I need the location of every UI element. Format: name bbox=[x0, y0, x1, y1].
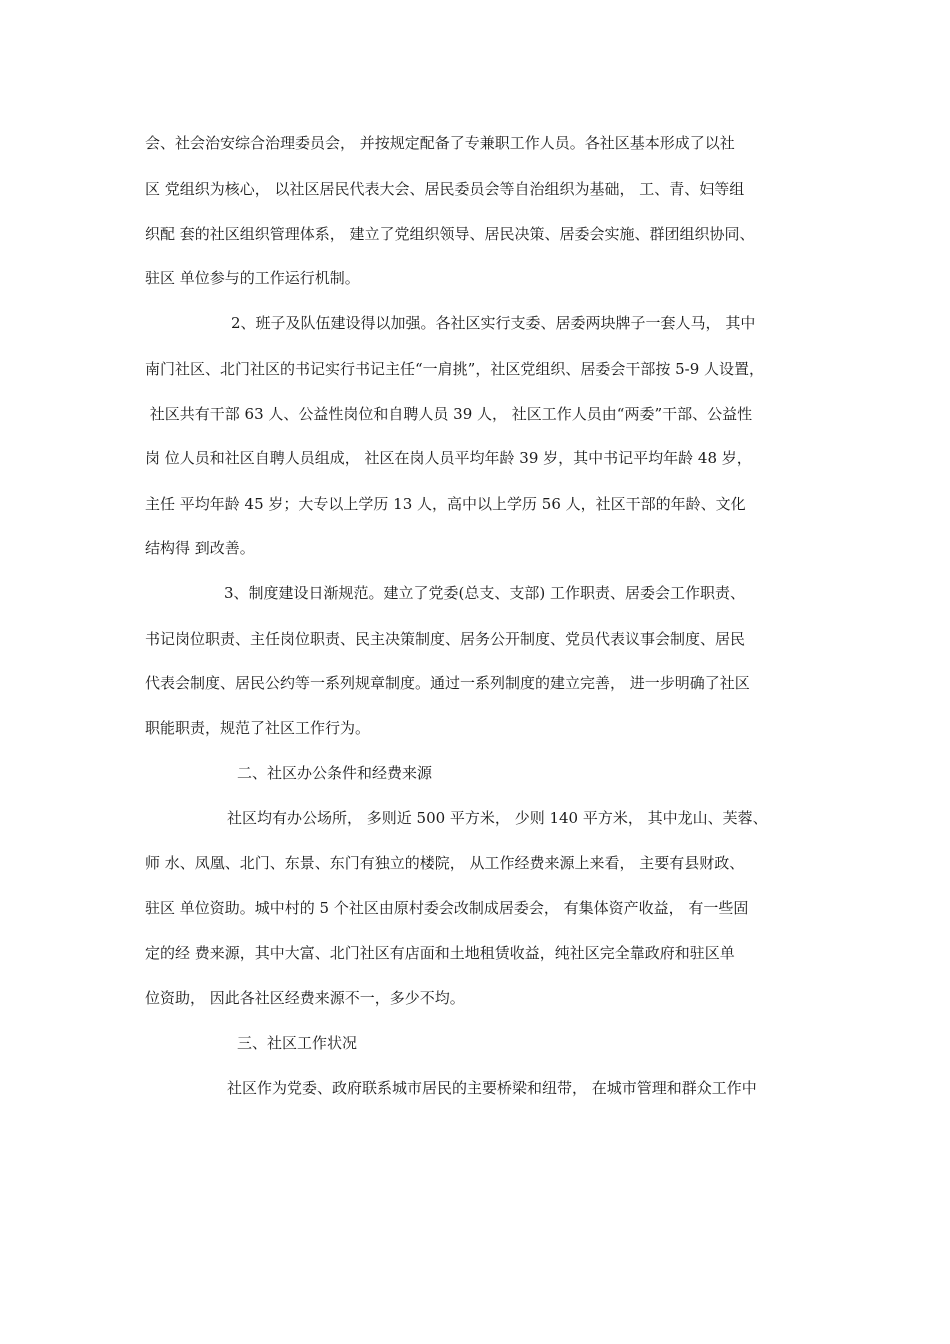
text-line-1: 会、社会治安综合治理委员会， 并按规定配备了专兼职工作人员。各社区基本形成了以社 bbox=[145, 134, 735, 152]
text-line-5: 2、班子及队伍建设得以加强。各社区实行支委、居委两块牌子一套人马， 其中 bbox=[231, 314, 756, 332]
section-heading-3: 三、社区工作状况 bbox=[237, 1034, 358, 1052]
text-line-9: 主任 平均年龄 45 岁；大专以上学历 13 人，高中以上学历 56 人，社区干部的年龄、文化 bbox=[145, 495, 746, 513]
text-line-16: 社区均有办公场所， 多则近 500 平方米， 少则 140 平方米， 其中龙山、芙蓉、 bbox=[227, 809, 768, 827]
text-line-18: 驻区 单位资助。城中村的 5 个社区由原村委会改制成居委会， 有集体资产收益， 有一些固 bbox=[145, 899, 749, 917]
text-line-12: 书记岗位职责、主任岗位职责、民主决策制度、居务公开制度、党员代表议事会制度、居民 bbox=[145, 630, 746, 648]
text-line-7: 社区共有干部 63 人、公益性岗位和自聘人员 39 人， 社区工作人员由“两委”干部、公益性 bbox=[145, 405, 753, 423]
text-line-11: 3、制度建设日渐规范。建立了党委(总支、支部) 工作职责、居委会工作职责、 bbox=[224, 584, 746, 602]
text-line-4: 驻区 单位参与的工作运行机制。 bbox=[145, 269, 360, 287]
text-line-13: 代表会制度、居民公约等一系列规章制度。通过一系列制度的建立完善， 进一步明确了社区 bbox=[145, 674, 750, 692]
text-line-20: 位资助， 因此各社区经费来源不一，多少不均。 bbox=[145, 989, 465, 1007]
text-line-22: 社区作为党委、政府联系城市居民的主要桥梁和纽带， 在城市管理和群众工作中 bbox=[227, 1079, 757, 1097]
text-line-10: 结构得 到改善。 bbox=[145, 539, 255, 557]
text-line-19: 定的经 费来源，其中大富、北门社区有店面和土地租赁收益，纯社区完全靠政府和驻区单 bbox=[145, 944, 735, 962]
text-line-6: 南门社区、北门社区的书记实行书记主任“一肩挑”，社区党组织、居委会干部按 5-9 人设置， bbox=[145, 360, 765, 378]
text-line-17: 师 水、凤凰、北门、东景、东门有独立的楼院， 从工作经费来源上来看， 主要有县财政、 bbox=[145, 854, 745, 872]
section-heading-2: 二、社区办公条件和经费来源 bbox=[237, 764, 433, 782]
text-line-2: 区 党组织为核心， 以社区居民代表大会、居民委员会等自治组织为基础， 工、青、妇等组 bbox=[145, 180, 745, 198]
text-line-3: 织配 套的社区组织管理体系， 建立了党组织领导、居民决策、居委会实施、群团组织协同、 bbox=[145, 225, 755, 243]
text-line-14: 职能职责，规范了社区工作行为。 bbox=[145, 719, 371, 737]
text-line-8: 岗 位人员和社区自聘人员组成， 社区在岗人员平均年龄 39 岁，其中书记平均年龄 48 岁， bbox=[145, 449, 752, 467]
